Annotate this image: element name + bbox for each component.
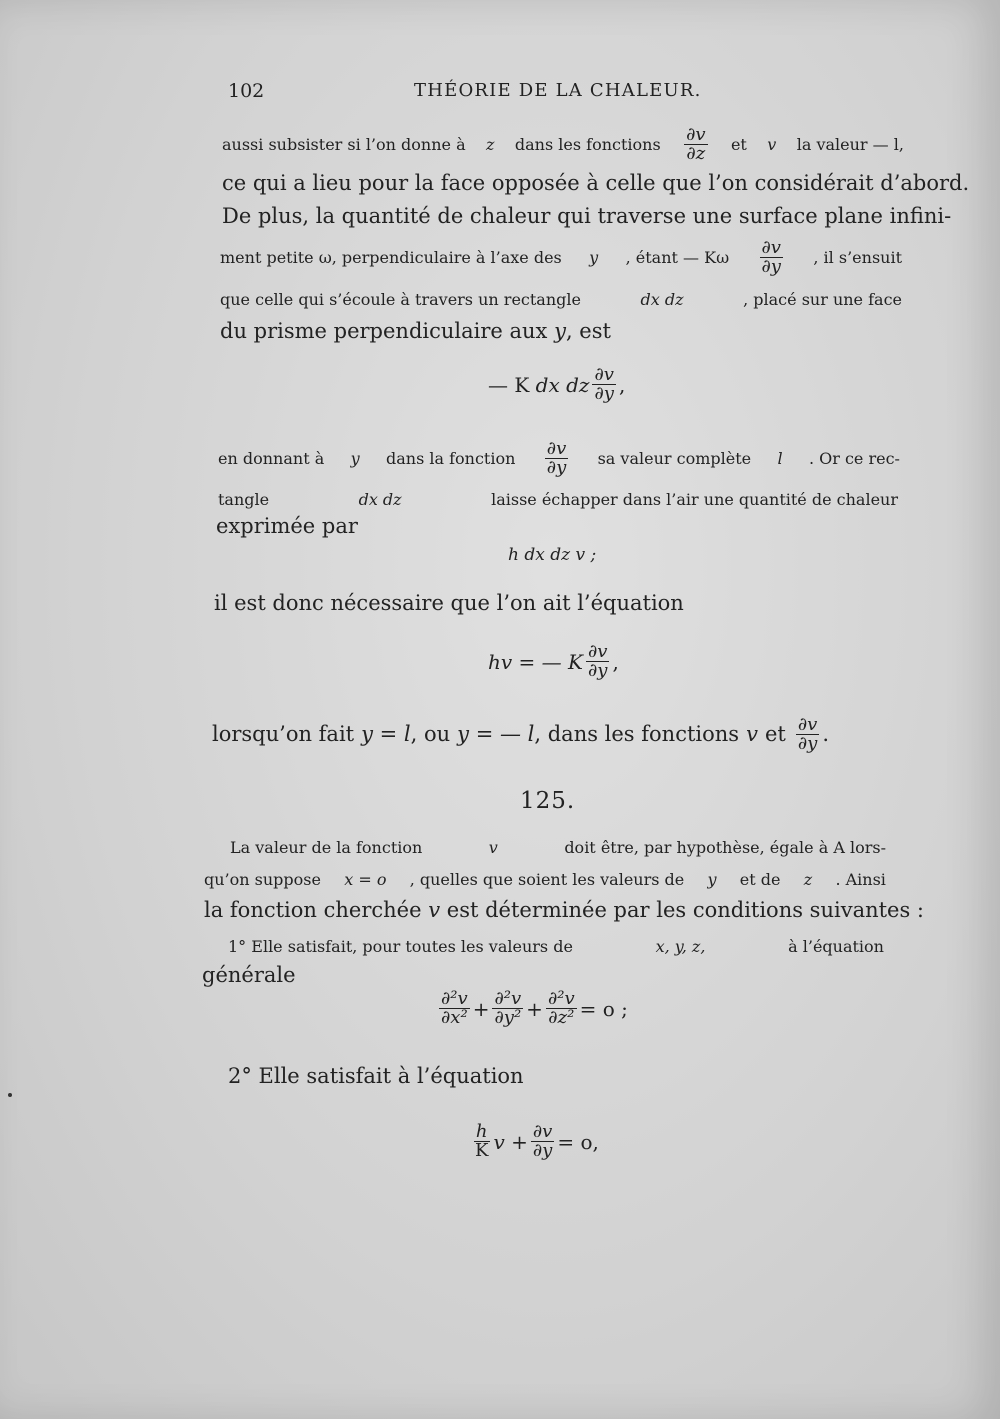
equation-5 — [470, 1123, 599, 1160]
text-span: que celle qui s’écoule à travers un rectangle — [220, 289, 581, 309]
text-span: et — [764, 722, 786, 746]
fraction-numerator: ∂v — [532, 1121, 553, 1142]
fraction-numerator: h — [475, 1121, 488, 1142]
text-span: du prisme perpendiculaire aux — [220, 319, 548, 343]
plus-sign: + — [526, 996, 543, 1021]
fraction-numerator: ∂²v — [494, 988, 522, 1009]
eq-part: — K — [488, 372, 530, 397]
equation-3 — [488, 643, 619, 680]
text-span: , étant — Kω — [625, 247, 730, 267]
text-span: qu’on suppose — [204, 869, 321, 889]
paragraph-6-line-1: 2° Elle satisfait à l’équation — [228, 1064, 524, 1088]
math-var: x = o — [344, 869, 387, 889]
paragraph-1-line-6 — [220, 318, 1000, 344]
text-span: , quelles que soient les valeurs de — [409, 869, 685, 889]
fraction-denominator: ∂x² — [441, 1007, 468, 1028]
eq-part: = o ; — [579, 996, 628, 1021]
fraction — [492, 990, 523, 1027]
page-number: 102 — [228, 80, 265, 102]
fraction-denominator: ∂y — [594, 383, 614, 404]
fraction — [684, 123, 707, 164]
stray-ink-dot — [8, 1093, 12, 1097]
text-span: en donnant à — [218, 448, 325, 468]
fraction — [796, 713, 819, 754]
paragraph-4-line-1 — [212, 712, 1000, 756]
paragraph-1-line-2: ce qui a lieu pour la face opposée à celle que l’on considérait d’abord. — [222, 171, 970, 195]
text-span: la valeur — l, — [796, 134, 904, 154]
paragraph-2-line-1 — [218, 438, 900, 478]
fraction-numerator: ∂v — [594, 364, 614, 385]
math-var: z — [803, 869, 813, 889]
fraction — [760, 236, 783, 277]
fraction-denominator: ∂y — [797, 732, 818, 754]
text-span: laisse échapper dans l’air une quantité de chaleur — [491, 489, 898, 509]
fraction-numerator: ∂v — [797, 713, 818, 735]
text-span: 1° Elle satisfait, pour toutes les valeurs de — [228, 936, 573, 956]
math-var: y = l — [361, 722, 411, 746]
paragraph-5-line-5: générale — [202, 963, 296, 987]
fraction-numerator: ∂v — [761, 236, 781, 258]
math-var: v — [746, 722, 758, 746]
fraction-numerator: ∂²v — [441, 988, 468, 1009]
math-var: y — [554, 319, 566, 343]
text-span: et de — [739, 869, 781, 889]
plus-sign: + — [472, 996, 490, 1021]
text-span: dans la fonction — [385, 448, 516, 468]
fraction-denominator: ∂y — [546, 456, 567, 478]
equation-1 — [488, 366, 625, 403]
paragraph-5-line-3 — [204, 897, 1000, 923]
fraction — [586, 643, 609, 680]
math-var: y — [350, 448, 360, 468]
fraction-numerator: ∂v — [546, 437, 567, 459]
paragraph-3-line-1: il est donc nécessaire que l’on ait l’équation — [214, 591, 684, 615]
text-span: et — [730, 134, 747, 154]
text-span: à l’équation — [788, 936, 884, 956]
text-span: , dans les fonctions — [534, 722, 740, 746]
eq-part: , — [618, 372, 626, 397]
eq-part: dx dz — [535, 372, 590, 397]
paragraph-5-line-1 — [230, 832, 886, 862]
fraction-denominator: ∂z — [686, 142, 706, 164]
fraction-denominator: ∂z² — [548, 1007, 575, 1028]
text-span: la fonction cherchée — [204, 898, 422, 922]
fraction — [545, 437, 568, 478]
text-span: dans les fonctions — [514, 134, 661, 154]
eq-part: = o, — [557, 1129, 599, 1154]
eq-part: v + — [493, 1129, 528, 1154]
paragraph-2-line-3: exprimée par — [216, 514, 358, 538]
fraction-denominator: ∂y — [761, 255, 781, 277]
text-span: . Or ce rec- — [808, 448, 900, 468]
fraction-denominator: ∂y — [532, 1140, 553, 1161]
text-span: lorsqu’on fait — [212, 722, 355, 746]
paragraph-1-line-3: De plus, la quantité de chaleur qui traverse une surface plane infini- — [222, 204, 952, 228]
eq-part: , — [612, 649, 619, 674]
fraction — [473, 1123, 490, 1160]
paragraph-5-line-2 — [204, 864, 886, 894]
math-var: dx dz — [358, 489, 402, 509]
fraction-numerator: ∂v — [686, 123, 706, 145]
text-span: aussi subsister si l’on donne à — [222, 134, 466, 154]
text-span: , est — [565, 319, 611, 343]
math-var: x, y, z, — [655, 936, 706, 956]
paragraph-1-line-1 — [222, 124, 904, 164]
text-span: La valeur de la fonction — [230, 837, 423, 857]
running-title: THÉORIE DE LA CHALEUR. — [414, 80, 702, 101]
math-var: y = — l — [457, 722, 535, 746]
text-span: ment petite ω, perpendiculaire à l’axe des — [220, 247, 562, 267]
text-span: , ou — [410, 722, 451, 746]
section-number: 125. — [520, 788, 576, 814]
paragraph-5-line-4 — [228, 931, 884, 961]
fraction-numerator: ∂²v — [547, 988, 575, 1009]
fraction-denominator: ∂y² — [494, 1007, 522, 1028]
text-span: , placé sur une face — [743, 289, 902, 309]
math-var: l — [777, 448, 783, 468]
text-span: doit être, par hypothèse, égale à A lors- — [564, 837, 886, 857]
equation-4 — [436, 990, 628, 1027]
text-span: tangle — [218, 489, 270, 509]
math-var: v — [488, 837, 498, 857]
fraction-numerator: ∂v — [587, 641, 608, 662]
paragraph-1-line-5 — [220, 284, 902, 314]
fraction-denominator: K — [475, 1140, 489, 1161]
fraction — [439, 990, 470, 1027]
math-var: z — [486, 134, 495, 154]
fraction-denominator: ∂y — [587, 660, 608, 681]
fraction — [592, 366, 615, 403]
text-span: est déterminée par les conditions suivantes : — [446, 898, 925, 922]
text-span: . Ainsi — [835, 869, 886, 889]
paragraph-1-line-4 — [220, 237, 902, 277]
text-span: . — [822, 722, 829, 746]
eq-part: hv = — K — [488, 649, 583, 674]
math-var: dx dz — [640, 289, 684, 309]
text-span: , il s’ensuit — [813, 247, 902, 267]
math-var: y — [707, 869, 717, 889]
fraction — [546, 990, 577, 1027]
text-span: sa valeur complète — [597, 448, 752, 468]
math-var: y — [589, 247, 599, 267]
equation-2: h dx dz v ; — [508, 545, 597, 565]
fraction — [531, 1123, 554, 1160]
math-var: v — [428, 898, 441, 922]
paragraph-2-line-2 — [218, 484, 898, 514]
math-var: v — [767, 134, 777, 154]
